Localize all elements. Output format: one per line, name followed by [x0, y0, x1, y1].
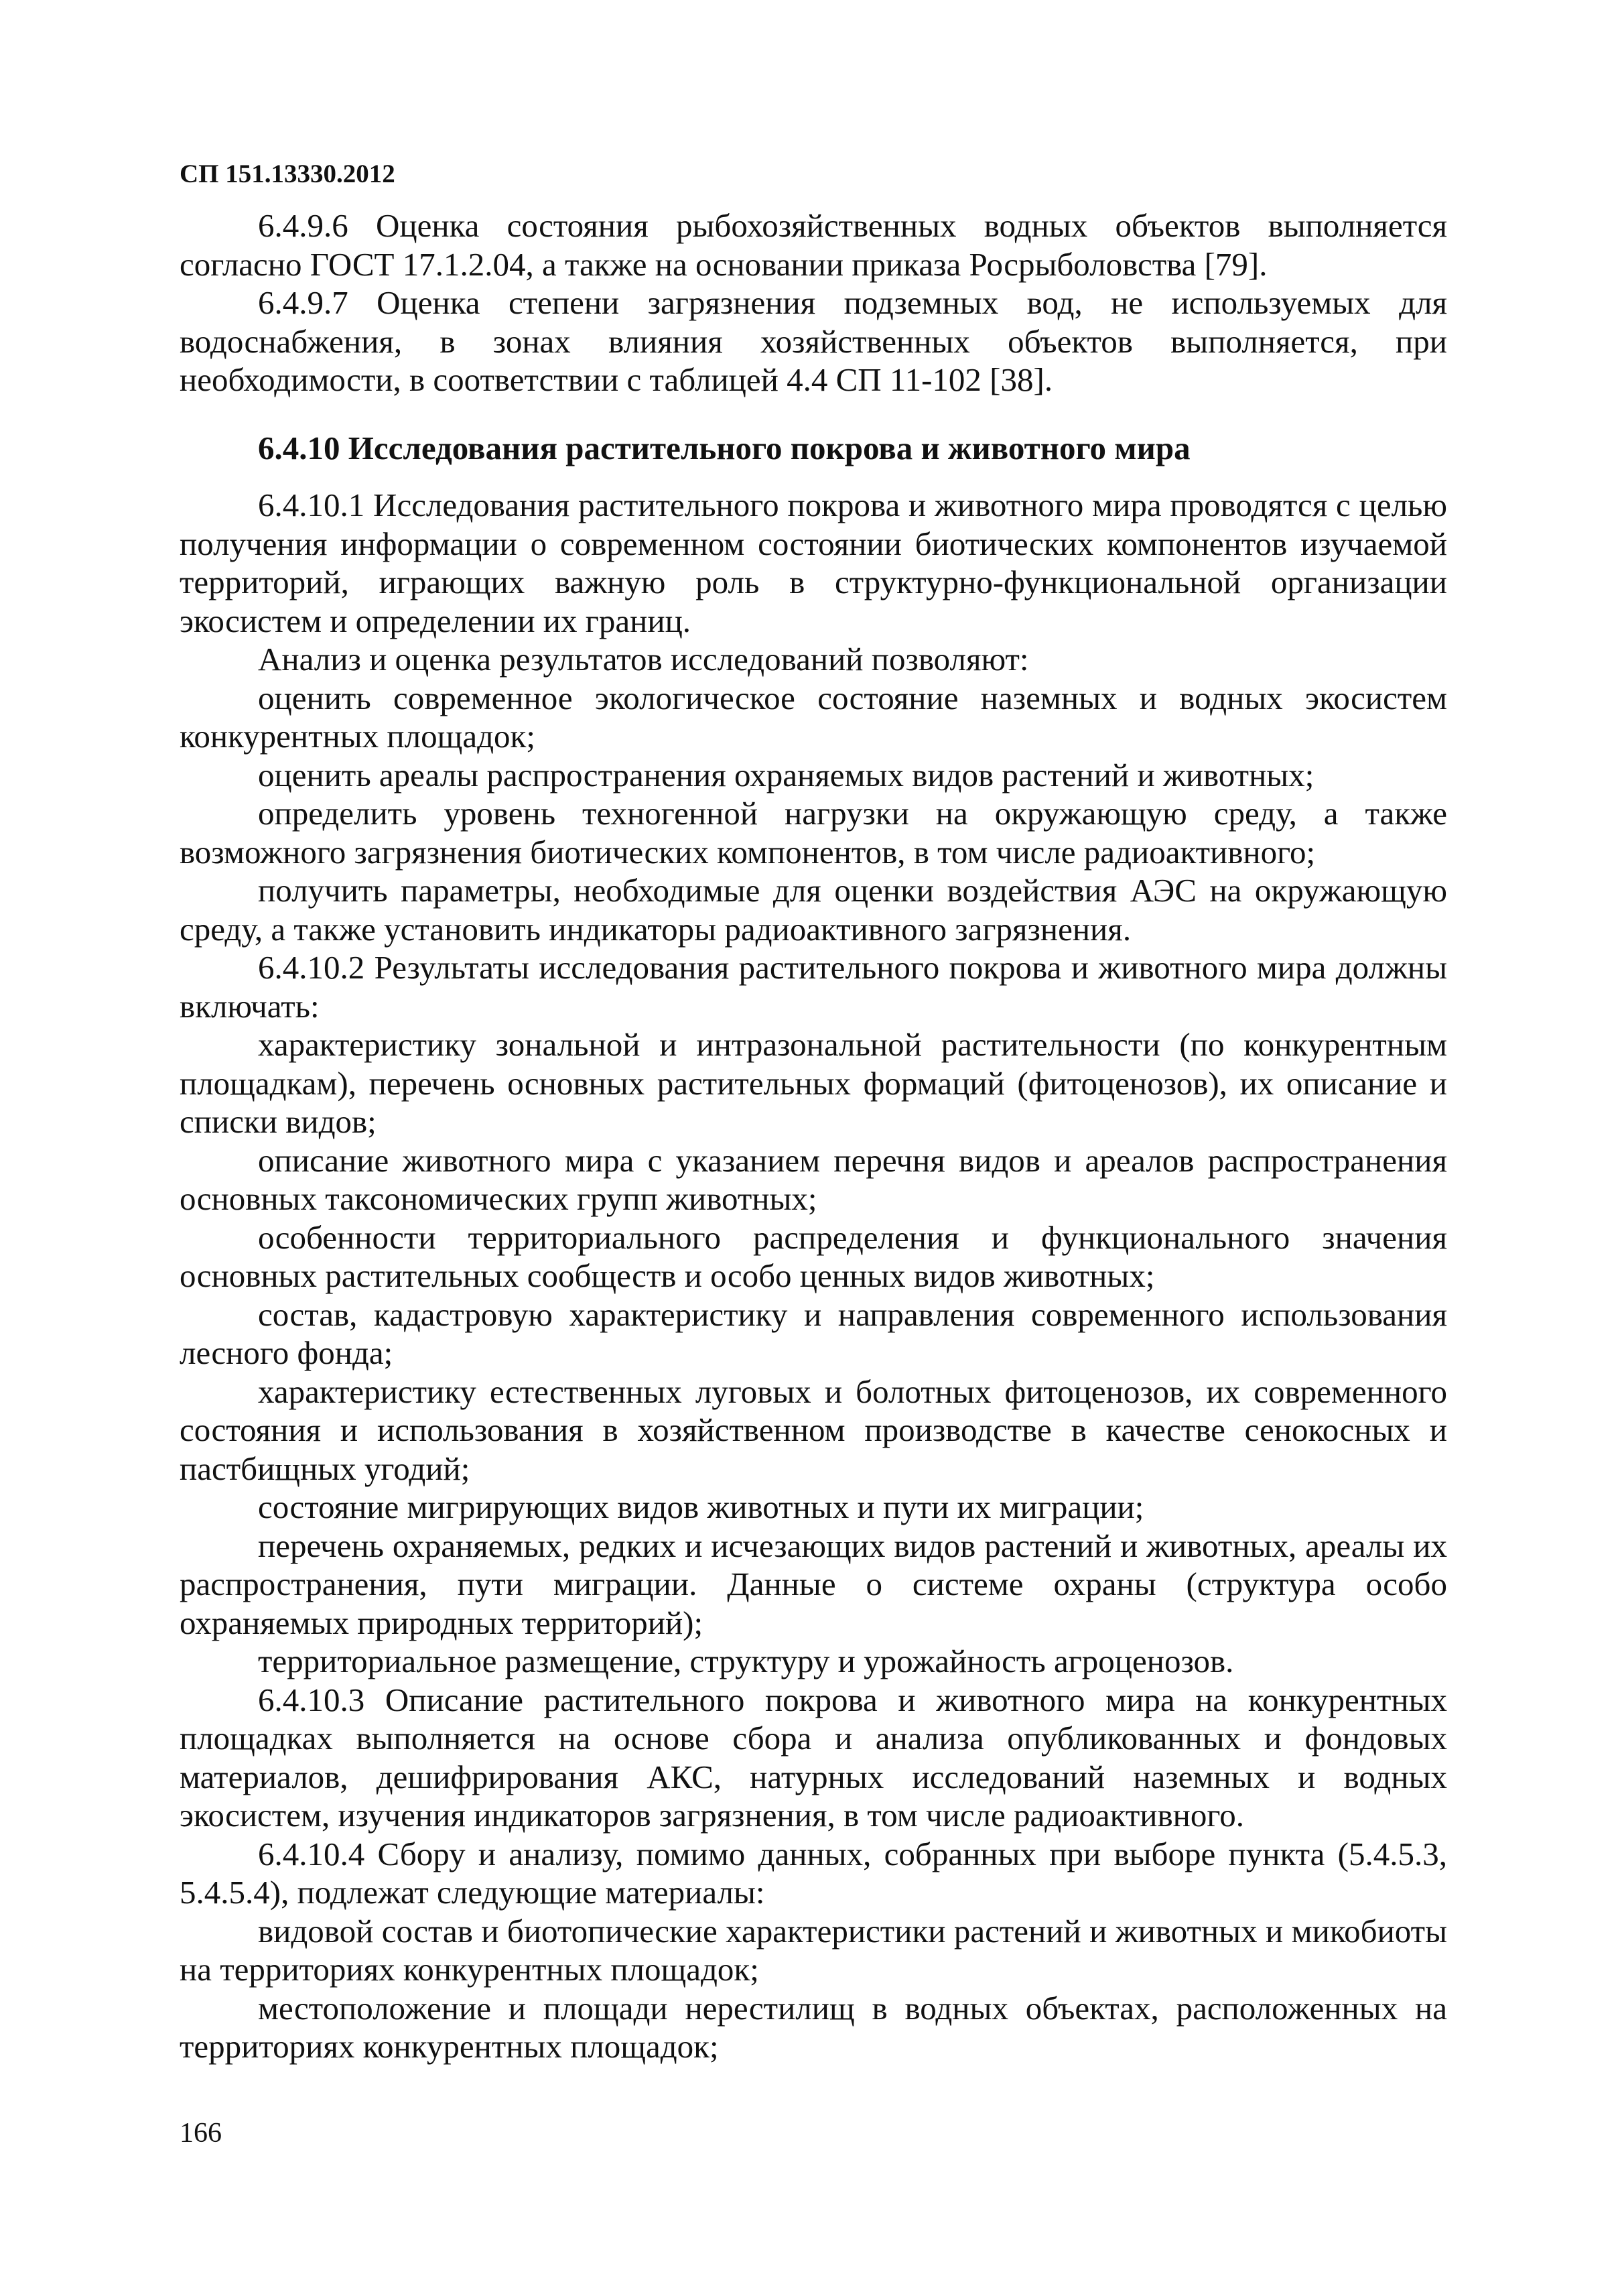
page-number: 166 — [180, 2118, 222, 2149]
list-item: характеристику естественных луговых и болотных фитоценозов, их современного состояния и использования в хозяйственном производстве в качестве сенокосных и пастбищных угодий; — [180, 1373, 1447, 1487]
list-item: территориальное размещение, структуру и урожайность агроценозов. — [258, 1643, 1234, 1679]
list-item: описание животного мира с указанием перечня видов и ареалов распространения основных таксономических групп животных; — [180, 1141, 1447, 1217]
list-item: состояние мигрирующих видов животных и пути их миграции; — [258, 1488, 1144, 1525]
list-item: получить параметры, необходимые для оценки воздействия АЭС на окружающую среду, а также установить индикаторы радиоактивного загрязнения. — [180, 872, 1447, 948]
list-item: характеристику зональной и интразональной растительности (по конкурентным площадкам), перечень основных растительных формаций (фитоценозов), их описание и списки видов; — [180, 1026, 1447, 1140]
paragraph-6-4-10-2: 6.4.10.2 Результаты исследования растительного покрова и животного мира должны включать: — [180, 949, 1447, 1025]
list-item: оценить ареалы распространения охраняемых видов растений и животных; — [258, 756, 1314, 793]
paragraph-6-4-10-4: 6.4.10.4 Сбору и анализу, помимо данных, собранных при выборе пункта (5.4.5.3, 5.4.5.4), подлежат следующие материалы: — [180, 1835, 1447, 1911]
list-item: перечень охраняемых, редких и исчезающих видов растений и животных, ареалы их распространения, пути миграции. Данные о системе охраны (структура особо охраняемых природных территорий); — [180, 1527, 1447, 1641]
section-heading: 6.4.10 Исследования растительного покрова и животного мира — [258, 429, 1191, 466]
list-item: особенности территориального распределения и функционального значения основных растительных сообществ и особо ценных видов животных; — [180, 1218, 1447, 1294]
list-item: состав, кадастровую характеристику и направления современного использования лесного фонда; — [180, 1295, 1447, 1371]
paragraph: Анализ и оценка результатов исследований позволяют: — [258, 641, 1029, 678]
list-item: определить уровень техногенной нагрузки на окружающую среду, а также возможного загрязнения биотических компонентов, в том числе радиоактивного; — [180, 795, 1447, 871]
list-item: видовой состав и биотопические характеристики растений и животных и микобиоты на территориях конкурентных площадок; — [180, 1912, 1447, 1988]
paragraph-6-4-9-7: 6.4.9.7 Оценка степени загрязнения подземных вод, не используемых для водоснабжения, в зонах влияния хозяйственных объектов выполняется, при необходимости, в соответствии с таблицей 4.4 СП 11-102 [38]. — [180, 284, 1447, 398]
list-item: местоположение и площади нерестилищ в водных объектах, расположенных на территориях конкурентных площадок; — [180, 1989, 1447, 2065]
paragraph-6-4-10-3: 6.4.10.3 Описание растительного покрова и животного мира на конкурентных площадках выполняется на основе сбора и анализа опубликованных и фондовых материалов, дешифрирования АКС, натурных исследований наземных и водных экосистем, изучения индикаторов загрязнения, в том числе радиоактивного. — [180, 1681, 1447, 1834]
paragraph-6-4-9-6: 6.4.9.6 Оценка состояния рыбохозяйственных водных объектов выполняется согласно ГОСТ 17.1.2.04, а также на основании приказа Росрыболовства [79]. — [180, 207, 1447, 283]
document-code: СП 151.13330.2012 — [180, 160, 395, 188]
document-page — [180, 155, 1447, 2066]
paragraph-6-4-10-1: 6.4.10.1 Исследования растительного покрова и животного мира проводятся с целью получения информации о современном состоянии биотических компонентов изучаемой территорий, играющих важную роль в структурно-функциональной организации экосистем и определении их границ. — [180, 487, 1447, 639]
list-item: оценить современное экологическое состояние наземных и водных экосистем конкурентных площадок; — [180, 679, 1447, 755]
